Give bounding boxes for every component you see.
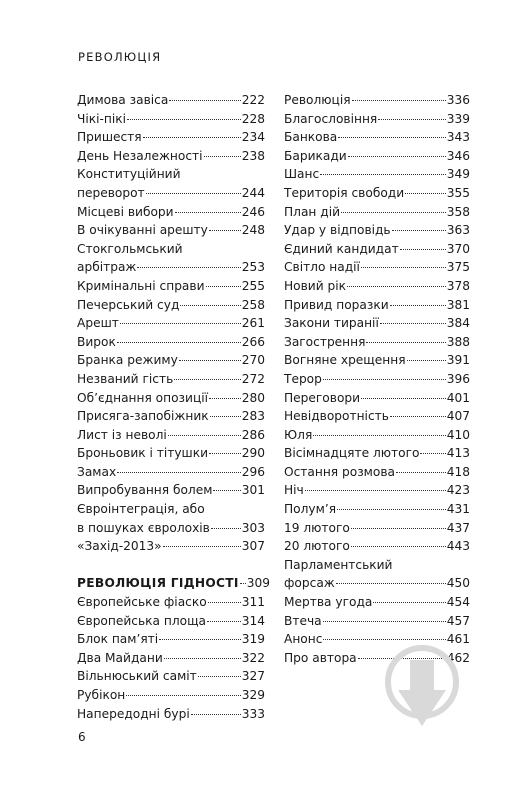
toc-dot-leader <box>210 416 241 417</box>
toc-entry <box>77 686 265 705</box>
toc-dot-leader <box>240 583 246 584</box>
toc-page-number: 283 <box>241 409 265 424</box>
toc-entry-title: Арешт <box>77 316 119 331</box>
toc-dot-leader <box>143 137 241 138</box>
toc-entry-title: Броньовик і тітушки <box>77 446 208 461</box>
toc-dot-leader <box>117 342 241 343</box>
toc-page-number: 396 <box>446 371 470 386</box>
toc-entry <box>77 389 265 408</box>
toc-entry <box>77 407 265 426</box>
toc-dot-leader <box>146 193 241 194</box>
toc-entry-title: Мертва угода <box>284 595 373 610</box>
toc-entry <box>284 91 470 110</box>
toc-page-number: 457 <box>446 613 470 628</box>
toc-entry-title: Блок пам’яті <box>77 632 159 647</box>
toc-entry <box>284 389 470 408</box>
toc-entry <box>284 240 470 259</box>
toc-entry-title: Об’єднання опозиції <box>77 390 209 405</box>
toc-entry-title: Чікі-пікі <box>77 111 126 126</box>
toc-entry-title: форсаж <box>284 576 335 591</box>
toc-entry-title: Незваний гість <box>77 371 174 386</box>
toc-page-number: 261 <box>241 316 265 331</box>
toc-entry <box>77 481 265 500</box>
toc-page-number: 461 <box>446 632 470 647</box>
toc-page-number: 462 <box>446 650 470 665</box>
toc-page-number: 413 <box>446 446 470 461</box>
toc-dot-leader <box>352 100 446 101</box>
toc-entry <box>77 258 265 277</box>
toc-dot-leader <box>117 472 241 473</box>
toc-page-number: 375 <box>446 260 470 275</box>
toc-entry-title: Печерський суд <box>77 297 180 312</box>
toc-dot-leader <box>323 379 446 380</box>
toc-page-number: 358 <box>446 204 470 219</box>
toc-entry <box>284 314 470 333</box>
toc-dot-leader <box>213 490 240 491</box>
toc-dot-leader <box>180 305 240 306</box>
toc-page-number: 454 <box>446 595 470 610</box>
toc-entry <box>77 351 265 370</box>
toc-entry-title: Напередодні бурі <box>77 706 190 721</box>
toc-page-number: 346 <box>446 148 470 163</box>
toc-dot-leader <box>126 695 240 696</box>
toc-page-number: 450 <box>446 576 470 591</box>
toc-dot-leader <box>396 472 446 473</box>
toc-entry <box>77 203 265 222</box>
toc-entry-title: Замах <box>77 464 117 479</box>
toc-entry-title: Загострення <box>284 334 366 349</box>
toc-page-number: 378 <box>446 278 470 293</box>
toc-section-heading <box>77 574 270 593</box>
toc-entry <box>284 277 470 296</box>
toc-page-number: 418 <box>446 464 470 479</box>
toc-page-number: 319 <box>241 632 265 647</box>
toc-entry-title: Два Майдани <box>77 650 163 665</box>
toc-entry-title: Удар у відповідь <box>284 223 391 238</box>
toc-entry <box>284 481 470 500</box>
toc-dot-leader <box>168 435 241 436</box>
toc-page-number: 388 <box>446 334 470 349</box>
toc-page-number: 329 <box>241 688 265 702</box>
toc-entry <box>77 91 265 110</box>
toc-entry <box>284 110 470 129</box>
toc-page-number: 363 <box>446 223 470 238</box>
toc-dot-leader <box>351 528 446 529</box>
toc-dot-leader <box>378 119 445 120</box>
toc-entry <box>284 147 470 166</box>
toc-entry-title: Невідворотність <box>284 409 389 424</box>
toc-entry <box>284 128 470 147</box>
toc-entry <box>284 203 470 222</box>
toc-entry-title: Територія свободи <box>284 185 405 200</box>
toc-page-number: 443 <box>446 539 470 554</box>
toc-entry <box>284 500 470 519</box>
toc-dot-leader <box>175 212 241 213</box>
toc-dot-leader <box>198 676 241 677</box>
toc-entry-title: Світло надії <box>284 260 360 275</box>
toc-dot-leader <box>207 621 241 622</box>
toc-page-number: 234 <box>241 130 265 145</box>
toc-page-number: 401 <box>446 390 470 405</box>
toc-dot-leader <box>208 602 241 603</box>
running-head: РЕВОЛЮЦІЯ <box>78 50 162 64</box>
toc-page-number: 327 <box>241 669 265 684</box>
toc-entry-title: Кримінальні справи <box>77 278 205 293</box>
toc-page-number: 280 <box>241 390 265 405</box>
toc-dot-leader <box>209 398 241 399</box>
toc-dot-leader <box>361 398 446 399</box>
toc-entry-title: Революція <box>284 93 351 107</box>
toc-entry-title: в пошуках євролохів <box>77 520 210 535</box>
toc-dot-leader <box>206 286 241 287</box>
toc-entry-title: Барикади <box>284 148 347 163</box>
toc-entry-title: Переговори <box>284 390 361 405</box>
toc-entry-title: Терор <box>284 371 322 386</box>
toc-dot-leader <box>373 602 445 603</box>
toc-entry <box>77 314 265 333</box>
toc-entry-title: Пришестя <box>77 130 142 145</box>
toc-dot-leader <box>137 267 240 268</box>
toc-dot-leader <box>336 583 446 584</box>
toc-dot-leader <box>341 212 446 213</box>
toc-dot-leader <box>361 267 446 268</box>
toc-column-left <box>77 91 270 723</box>
toc-entry-title: Новий рік <box>284 278 347 293</box>
toc-dot-leader <box>127 119 241 120</box>
toc-dot-leader <box>351 546 446 547</box>
toc-page-number: 370 <box>446 241 470 256</box>
toc-dot-leader <box>163 546 241 547</box>
toc-entry <box>284 537 470 556</box>
toc-entry <box>77 705 265 724</box>
toc-entry-title: Європейське фіаско <box>77 595 207 610</box>
toc-dot-leader <box>400 249 446 250</box>
toc-dot-leader <box>120 323 241 324</box>
toc-entry-title: Випробування болем <box>77 483 213 498</box>
toc-dot-leader <box>347 286 446 287</box>
toc-entry <box>77 537 265 556</box>
toc-entry <box>77 444 265 463</box>
toc-entry-title: Благословіння <box>284 111 378 126</box>
toc-page-number: 349 <box>446 167 470 182</box>
toc-page-number: 307 <box>241 539 265 554</box>
toc-entry <box>77 277 265 296</box>
toc-entry <box>77 128 265 147</box>
toc-entry-title: РЕВОЛЮЦІЯ ГІДНОСТІ <box>77 576 239 591</box>
toc-dot-leader <box>390 305 446 306</box>
toc-entry <box>77 463 265 482</box>
toc-entry-title: Ніч <box>284 483 304 498</box>
toc-dot-leader <box>348 156 446 157</box>
toc-entry <box>77 649 265 668</box>
toc-page-number: 437 <box>446 520 470 535</box>
toc-page-number: 255 <box>241 278 265 293</box>
toc-page-number: 303 <box>241 520 265 535</box>
toc-page-number: 431 <box>446 502 470 517</box>
toc-entry <box>77 426 265 445</box>
toc-entry-title: переворот <box>77 185 145 200</box>
toc-page-number: 290 <box>241 446 265 461</box>
toc-entry <box>77 630 265 649</box>
toc-entry <box>284 463 470 482</box>
toc-entry <box>284 296 470 315</box>
toc-dot-leader <box>164 658 241 659</box>
toc-entry <box>284 370 470 389</box>
toc-page-number: 309 <box>246 576 270 591</box>
toc-page-number: 336 <box>446 93 470 107</box>
toc-dot-leader <box>179 360 241 361</box>
toc-entry-title: 20 лютого <box>284 539 350 554</box>
toc-entry-title: 19 лютого <box>284 520 350 535</box>
toc-entry <box>77 110 265 129</box>
toc-dot-leader <box>337 509 446 510</box>
toc-page-number: 410 <box>446 427 470 442</box>
toc-entry <box>284 333 470 352</box>
toc-dot-leader <box>366 342 445 343</box>
toc-entry-title: арбітраж <box>77 260 137 275</box>
toc-entry-title: Димова завіса <box>77 93 169 107</box>
toc-entry-title: Бранка режиму <box>77 353 178 368</box>
toc-page-number: 222 <box>241 93 265 107</box>
toc-entry <box>77 519 265 538</box>
toc-page-number: 238 <box>241 148 265 163</box>
toc-dot-leader <box>305 490 446 491</box>
toc-page-number: 384 <box>446 316 470 331</box>
toc-dot-leader <box>320 174 446 175</box>
toc-entry-title: Закони тиранії <box>284 316 379 331</box>
toc-entry-title: Полум’я <box>284 502 337 517</box>
toc-spacer <box>77 556 265 575</box>
toc-entry <box>77 221 265 240</box>
toc-entry-title-line: Євроінтеграція, або <box>77 502 205 517</box>
toc-entry <box>284 221 470 240</box>
toc-dot-leader <box>211 528 241 529</box>
toc-dot-leader <box>209 453 241 454</box>
toc-entry-title: Рубікон <box>77 688 126 702</box>
toc-entry <box>77 612 265 631</box>
toc-entry-title: Шанс <box>284 167 320 182</box>
toc-entry-title: Присяга-запобіжник <box>77 409 209 424</box>
watermark-logo-icon <box>380 640 464 750</box>
toc-dot-leader <box>209 230 241 231</box>
toc-entry <box>77 593 265 612</box>
toc-entry <box>284 519 470 538</box>
toc-page-number: 248 <box>241 223 265 238</box>
toc-entry <box>284 612 470 631</box>
toc-entry-title: План дій <box>284 204 340 219</box>
toc-dot-leader <box>191 714 241 715</box>
toc-entry-title: Вільнюський саміт <box>77 669 197 684</box>
toc-entry-title: Вісімнадцяте лютого <box>284 446 420 461</box>
toc-dot-leader <box>338 137 445 138</box>
toc-entry-title: Банкова <box>284 130 338 145</box>
toc-page-number: 228 <box>241 111 265 126</box>
toc-page-number: 311 <box>241 595 265 610</box>
toc-entry <box>77 370 265 389</box>
toc-page-number: 266 <box>241 334 265 349</box>
toc-entry-title: Вогняне хрещення <box>284 353 406 368</box>
toc-entry <box>284 351 470 370</box>
toc-page-number: 253 <box>241 260 265 275</box>
toc-page-number: 423 <box>446 483 470 498</box>
toc-page-number: 355 <box>446 185 470 200</box>
toc-page-number: 272 <box>241 371 265 386</box>
toc-entry-title: Втеча <box>284 613 322 628</box>
toc-entry-title: Привид поразки <box>284 297 389 312</box>
toc-entry <box>284 407 470 426</box>
toc-page-number: 301 <box>241 483 265 498</box>
toc-dot-leader <box>313 435 445 436</box>
toc-dot-leader <box>323 621 446 622</box>
toc-dot-leader <box>169 100 240 101</box>
page-number: 6 <box>78 730 86 744</box>
toc-page-number: 339 <box>446 111 470 126</box>
toc-column-right <box>284 91 470 667</box>
toc-dot-leader <box>390 416 446 417</box>
toc-entry-title-line: Парламентський <box>284 557 393 572</box>
toc-dot-leader <box>174 379 240 380</box>
toc-dot-leader <box>159 639 241 640</box>
toc-entry <box>284 593 470 612</box>
toc-page-number: 391 <box>446 353 470 368</box>
toc-entry-title: Єдиний кандидат <box>284 241 399 256</box>
toc-entry <box>77 667 265 686</box>
toc-page-number: 343 <box>446 130 470 145</box>
toc-page-number: 286 <box>241 427 265 442</box>
toc-dot-leader <box>204 156 241 157</box>
toc-entry <box>77 184 265 203</box>
toc-entry <box>77 147 265 166</box>
toc-entry-title: «Захід-2013» <box>77 539 162 554</box>
toc-entry <box>77 296 265 315</box>
toc-entry-title: Вирок <box>77 334 116 349</box>
toc-entry-title-line: Конституційний <box>77 167 181 182</box>
toc-entry-title: День Незалежності <box>77 148 203 163</box>
toc-entry <box>284 574 470 593</box>
toc-page-number: 333 <box>241 706 265 721</box>
toc-dot-leader <box>380 323 446 324</box>
toc-page-number: 407 <box>446 409 470 424</box>
toc-page-number: 296 <box>241 464 265 479</box>
toc-dot-leader <box>407 360 446 361</box>
toc-entry <box>284 444 470 463</box>
toc-page-number: 322 <box>241 650 265 665</box>
toc-entry-title: Анонс <box>284 632 323 647</box>
toc-entry-title: В очікуванні арешту <box>77 223 208 238</box>
toc-entry-title: Остання розмова <box>284 464 395 479</box>
toc-entry <box>284 258 470 277</box>
toc-dot-leader <box>405 193 446 194</box>
toc-entry-title: Лист із неволі <box>77 427 167 442</box>
toc-entry <box>284 184 470 203</box>
toc-entry <box>77 333 265 352</box>
toc-page-number: 258 <box>241 297 265 312</box>
toc-dot-leader <box>420 453 445 454</box>
toc-page-number: 246 <box>241 204 265 219</box>
toc-entry-title: Місцеві вибори <box>77 204 174 219</box>
toc-entry-title-line: Стокгольмський <box>77 241 183 256</box>
toc-page-number: 314 <box>241 613 265 628</box>
toc-entry <box>284 426 470 445</box>
toc-page-number: 381 <box>446 297 470 312</box>
toc-entry-title: Юля <box>284 427 313 442</box>
toc-entry <box>284 165 470 184</box>
toc-page-number: 270 <box>241 353 265 368</box>
toc-entry-title: Про автора <box>284 650 357 665</box>
toc-entry-title: Європейська площа <box>77 613 207 628</box>
toc-dot-leader <box>392 230 446 231</box>
toc-page-number: 244 <box>241 185 265 200</box>
